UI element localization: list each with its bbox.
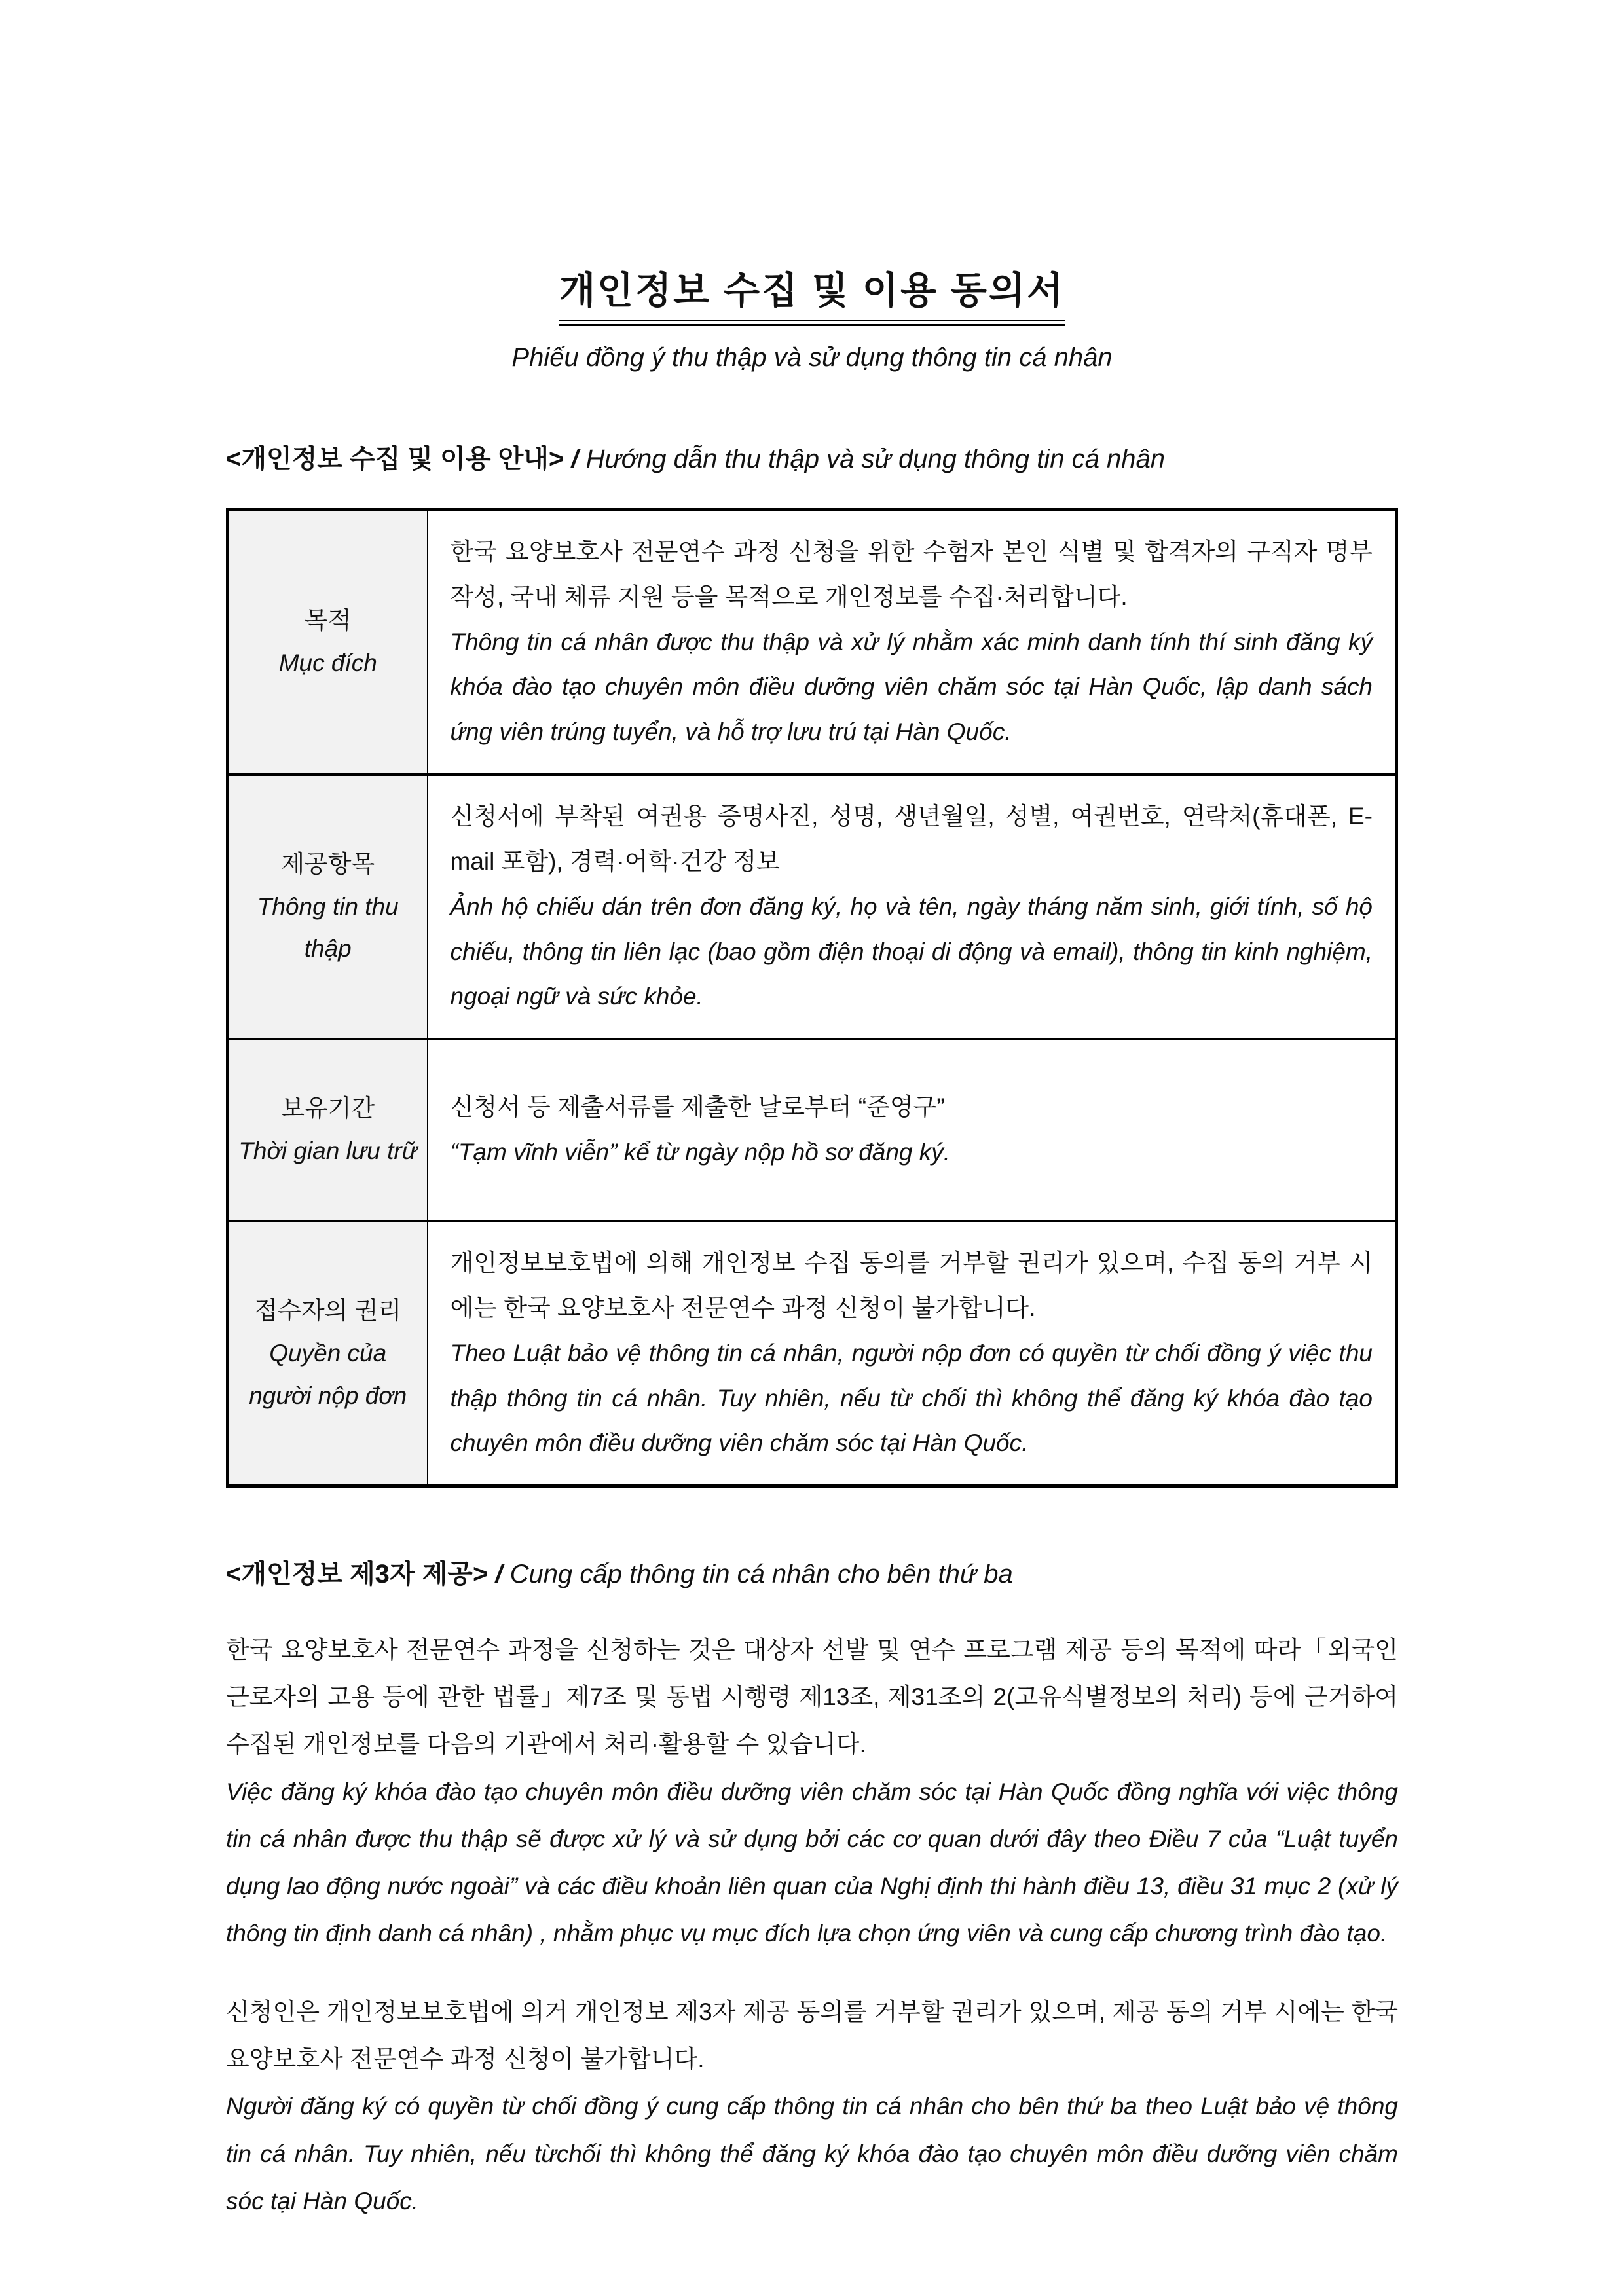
third-party-paragraph-block-1 xyxy=(226,1626,1398,1957)
section1-heading xyxy=(226,438,1398,475)
section2-heading xyxy=(226,1553,1398,1590)
row-content-cell xyxy=(428,510,1397,775)
row-label-korean: 목적 xyxy=(304,607,352,634)
heading-separator: / xyxy=(564,445,586,473)
row-label-cell xyxy=(228,1221,428,1486)
row-body-vietnamese: “Tạm vĩnh viễn” kể từ ngày nộp hồ sơ đăng ký. xyxy=(450,1139,951,1166)
row-body-vietnamese: Thông tin cá nhân được thu thập và xử lý nhằm xác minh danh tính thí sinh đăng ký khóa đào tạo chuyên môn điều dưỡng viên chăm sóc tại Hàn Quốc, lập danh sách ứng viên trúng tuyển, và hỗ trợ lưu trú tại Hàn Quốc. xyxy=(450,628,1373,746)
row-label-korean: 보유기간 xyxy=(281,1095,375,1122)
row-label-vietnamese: Quyền của người nộp đơn xyxy=(249,1339,407,1409)
third-party-paragraph-block-2 xyxy=(226,1989,1398,2225)
row-body-vietnamese: Ảnh hộ chiếu dán trên đơn đăng ký, họ và tên, ngày tháng năm sinh, giới tính, số hộ chiếu, thông tin liên lạc (bao gồm điện thoại di động và email), thông tin kinh nghiệm, ngoại ngữ và sức khỏe. xyxy=(450,892,1373,1010)
heading-separator: / xyxy=(488,1560,510,1589)
paragraph-vietnamese: Việc đăng ký khóa đào tạo chuyên môn điều dưỡng viên chăm sóc tại Hàn Quốc đồng nghĩa với việc thông tin cá nhân được thu thập sẽ được xử lý và sử dụng bởi các cơ quan dưới đây theo Điều 7 của “Luật tuyển dụng lao động nước ngoài” và các điều khoản liên quan của Nghị định thi hành điều 13, điều 31 mục 2 (xử lý thông tin định danh cá nhân) , nhằm phục vụ mục đích lựa chọn ứng viên và cung cấp chương trình đào tạo. xyxy=(226,1778,1398,1947)
row-label-cell xyxy=(228,1039,428,1221)
table-row-collected-items xyxy=(228,775,1397,1039)
page-title: 개인정보 수집 및 이용 동의서 xyxy=(559,261,1065,326)
row-body-vietnamese: Theo Luật bảo vệ thông tin cá nhân, người nộp đơn có quyền từ chối đồng ý việc thu thập thông tin cá nhân. Tuy nhiên, nếu từ chối thì không thể đăng ký khóa đào tạo chuyên môn điều dưỡng viên chăm sóc tại Hàn Quốc. xyxy=(450,1339,1373,1457)
row-body-korean: 개인정보보호법에 의해 개인정보 수집 동의를 거부할 권리가 있으며, 수집 동의 거부 시에는 한국 요양보호사 전문연수 과정 신청이 불가합니다. xyxy=(450,1249,1373,1321)
table-row-retention-period xyxy=(228,1039,1397,1221)
paragraph-vietnamese: Người đăng ký có quyền từ chối đồng ý cung cấp thông tin cá nhân cho bên thứ ba theo Luật bảo vệ thông tin cá nhân. Tuy nhiên, nếu từchối thì không thể đăng ký khóa đào tạo chuyên môn điều dưỡng viên chăm sóc tại Hàn Quốc. xyxy=(226,2093,1398,2214)
section1-heading-vietnamese: Hướng dẫn thu thập và sử dụng thông tin cá nhân xyxy=(585,445,1165,473)
row-body-korean: 한국 요양보호사 전문연수 과정 신청을 위한 수험자 본인 식별 및 합격자의 구직자 명부 작성, 국내 체류 지원 등을 목적으로 개인정보를 수집·처리합니다. xyxy=(450,538,1373,610)
section2-heading-vietnamese: Cung cấp thông tin cá nhân cho bên thứ ba xyxy=(509,1560,1013,1589)
section2-heading-korean: <개인정보 제3자 제공> xyxy=(226,1560,489,1589)
row-body-korean: 신청서 등 제출서류를 제출한 날로부터 “준영구” xyxy=(450,1093,945,1121)
row-body-korean: 신청서에 부착된 여권용 증명사진, 성명, 생년월일, 성별, 여권번호, 연락처(휴대폰, E-mail 포함), 경력·어학·건강 정보 xyxy=(450,803,1373,875)
page-subtitle: Phiếu đồng ý thu thập và sử dụng thông tin cá nhân xyxy=(511,343,1113,372)
row-content-cell xyxy=(428,1221,1397,1486)
paragraph-korean: 신청인은 개인정보보호법에 의거 개인정보 제3자 제공 동의를 거부할 권리가 있으며, 제공 동의 거부 시에는 한국 요양보호사 전문연수 과정 신청이 불가합니다. xyxy=(226,1998,1398,2073)
row-label-cell xyxy=(228,775,428,1039)
paragraph-korean: 한국 요양보호사 전문연수 과정을 신청하는 것은 대상자 선발 및 연수 프로그램 제공 등의 목적에 따라「외국인 근로자의 고용 등에 관한 법률」제7조 및 동법 시행령 제13조, 제31조의 2(고유식별정보의 처리) 등에 근거하여 수집된 개인정보를 다음의 기관에서 처리·활용할 수 있습니다. xyxy=(226,1636,1398,1758)
row-label-korean: 접수자의 권리 xyxy=(254,1297,402,1325)
table-row-purpose xyxy=(228,510,1397,775)
consent-info-table xyxy=(226,508,1398,1488)
row-label-vietnamese: Thời gian lưu trữ xyxy=(238,1137,418,1165)
row-content-cell xyxy=(428,1039,1397,1221)
row-label-korean: 제공항목 xyxy=(281,850,375,877)
row-content-cell xyxy=(428,775,1397,1039)
row-label-vietnamese: Thông tin thu thập xyxy=(257,892,399,963)
row-label-cell xyxy=(228,510,428,775)
row-label-vietnamese: Mục đích xyxy=(278,650,377,677)
section1-heading-korean: <개인정보 수집 및 이용 안내> xyxy=(226,445,564,473)
table-row-applicant-rights xyxy=(228,1221,1397,1486)
